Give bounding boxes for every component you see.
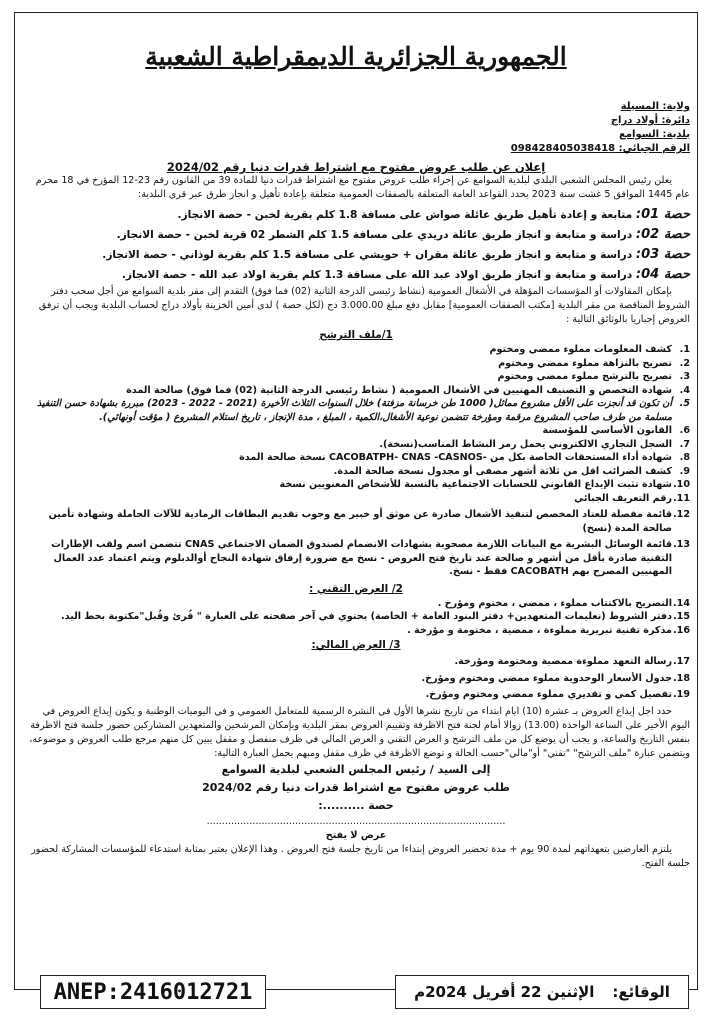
eligibility-paragraph: بإمكان المقاولات أو المؤسسات المؤهلة في الأشغال العمومية (نشاط رئيسي الدرجة الثانية (02) فما فوق) التقدم إلى مقر بلدية السوامع من أجل سحب دفتر الشروط المناقصة من مقر البلدية [مكتب الصفقات العمومية] مقابل دفع مبلغ 3.000.00 دج (لكل حصة ) لدى أمين الخزينة بأولاد دراج لحساب البلدية ويجب أن ترفق العروض إجباريا بالوثائق التالية : — [38, 286, 690, 325]
publication-box — [395, 975, 689, 1009]
page-title: الجمهورية الجزائرية الديمقراطية الشعبية — [145, 42, 567, 71]
deadline-paragraph: حدد اجل إيداع العروض بـ عشرة (10) ايام ابتداء من تاريخ نشرها الأول في النشرة الرسمية للمتعامل العمومي و في اليوميات الوطنية و يكون إيداع العروض في اليوم الأخير على الساعة الواحدة (13.00) زوالا أمام لجنة فتح الاظرفة وتقييم العروض بمقر البلدية وبإمكان المرشحين والمتعهدين المشاركين حضور جلسة فتح الاظرفة بنفس التاريخ والساعة، و يجب أن يوضع كل من ملف الترشح و العرض التقني و العرض المالي في ظرف منفصل و مقفل يبين كل منهم مرجع طلب العروض و موضوعه، ويتضمن عبارة "ملف الترشح" "تقني" أو"مالي"حسب الحالة و توضع الاظرفة في ظرف مقفل ومبهم يحمل العبارة التالية: — [29, 705, 690, 759]
source-label: الوقائع: — [612, 983, 670, 1001]
section-title-candidacy: 1/ملف الترشح — [319, 329, 393, 341]
item-number: 8. — [679, 452, 690, 463]
financial-list — [22, 655, 690, 702]
item-number: 15. — [672, 611, 690, 622]
item-number: 4. — [679, 384, 690, 396]
lot-label: حصة 03: — [635, 247, 690, 262]
item-number: 17. — [672, 656, 690, 667]
envelope-reference: طلب عروض مفتوح مع اشتراط قدرات دنيا رقم 2024/02 — [202, 780, 510, 794]
lot-text: دراسة و متابعة و انجاز طريق عائلة مقران + حويشي على مسافة 1.5 كلم بقرية لوذاني - حصة الانجاز. — [102, 249, 633, 261]
list-item — [22, 397, 690, 424]
envelope-label — [22, 761, 690, 843]
list-item — [22, 343, 690, 357]
lots — [22, 205, 690, 285]
baladia: بلدية: السوامع — [619, 129, 690, 140]
item-number: 13. — [672, 539, 690, 550]
item-number: 3. — [679, 371, 690, 382]
item-text: التصريح بالاكتتاب مملوء ، ممضي ، مختوم ومؤرخ . — [437, 597, 672, 609]
item-text: دفتر الشروط (تعليمات المتعهدين+ دفتر البنود العامة + الخاصة) يحتوي في آخر صفحته على العبارة " قُرئ وقُبل"مكتوبة بخط اليد. — [61, 611, 672, 622]
lot-item — [22, 225, 690, 245]
list-item — [22, 370, 690, 384]
item-text: القانون الأساسي للمؤسسة — [542, 425, 672, 436]
envelope-recipient: إلى السيد / رئيس المجلس الشعبي لبلدية السوامع — [221, 762, 491, 776]
lot-text: متابعة و إعادة تأهيل طريق عائلة صواش على مسافة 1.8 كلم بقرية لخبن - حصة الانجاز. — [177, 209, 633, 221]
announcement-title: إعلان عن طلب عروض مفتوح مع اشتراط قدرات دنيا رقم 2024/02 — [166, 160, 546, 174]
list-item — [22, 465, 690, 479]
daira: دائرة: أولاد دراج — [610, 115, 690, 126]
envelope-dots: .................................................................................................. — [206, 815, 506, 827]
candidacy-list — [22, 343, 690, 579]
list-item — [22, 424, 690, 438]
item-number: 18. — [672, 672, 690, 684]
lot-item — [22, 245, 690, 265]
item-text: تصريح بالترشح مملوء ممضي ومختوم — [497, 371, 672, 382]
item-number: 14. — [672, 597, 690, 609]
anep-reference: ANEP:2416012721 — [40, 975, 266, 1009]
item-text: رسالة التعهد مملوءة ممضية ومختومة ومؤرخة. — [454, 656, 672, 667]
lot-text: دراسة و متابعة و انجاز طريق اولاد عبد الله على مسافة 1.3 كلم بقرية اولاد عبد الله - حصة الانجاز. — [121, 269, 633, 281]
list-item — [22, 538, 690, 579]
list-item — [22, 438, 690, 452]
lot-label: حصة 01: — [635, 207, 690, 222]
list-item — [22, 451, 690, 465]
item-number: 12. — [672, 509, 690, 520]
item-number: 19. — [672, 689, 690, 700]
issuer-header — [22, 100, 690, 156]
item-number: 11. — [672, 492, 690, 504]
item-text: كشف الضرائب اقل من ثلاثة أشهر مصفى أو مجدول نسخة صالحة المدة. — [333, 465, 672, 477]
item-text: رقم التعريف الجبائي — [574, 492, 672, 504]
item-text: قائمة الوسائل البشرية مع البيانات اللازمة مصحوبة بشهادات الانضمام لصندوق الضمان الاجتماعي CNAS تتضمن اسم ولقب الإطارات التقنية صادرة بأقل من أشهر و صالحة عند تاريخ فتح العروض - نسخ مع ضرورة إرفاق شهادة النجاح أوالدبلوم ويتم اعتماد عدد العمال المهنيين المصرح بهم CACOBATH فقط - نسخ. — [51, 539, 672, 577]
item-text: السجل التجاري الالكتروني يحمل رمز النشاط المناسب(نسخة). — [379, 438, 672, 450]
item-text: أن تكون قد أنجزت على الأقل مشروع مماثل( 1000 طن خرسانة مزفتة) خلال السنوات الثلاث الأخيرة (2021 - 2022 - 2023) مبررة بشهادة حسن التنفيذ مسلمة من طرف صاحب المشروع مرقمة ومؤرخة تتضمن نوعية الأشغال،الكمية ، المبلغ ، مدة الإنجاز ، تاريخ استلام المشروع ( مؤقت أونهائي). — [36, 398, 672, 423]
item-text: تصريح بالنزاهة مملوء ممضي ومختوم — [498, 357, 672, 369]
intro-paragraph: يعلن رئيس المجلس الشعبي البلدي لبلدية السوامع عن إجراء طلب عروض مفتوح مع اشتراط قدرات دنيا للمادة 39 من القانون رقم 23-12 المؤرخ في 18 محرم عام 1445 الموافق 5 غشت سنة 2023 يحدد القواعد العامة المتعلقة بالصفقات العمومية متعلقة بإعادة تأهيل و انجاز طرق عبر قرى البلدية: — [35, 175, 690, 200]
item-text: تفصيل كمي و تقديري مملوء ممضي ومختوم ومؤرخ. — [425, 689, 672, 700]
item-text: كشف المعلومات مملوء ممضي ومختوم — [489, 344, 672, 355]
item-number: 1. — [679, 344, 690, 355]
item-number: 16. — [672, 624, 690, 636]
item-number: 5. — [679, 398, 690, 409]
list-item — [22, 384, 690, 398]
lot-label: حصة 02: — [635, 227, 690, 242]
announcement — [22, 40, 690, 871]
list-item — [22, 624, 690, 638]
lot-text: دراسة و متابعة و انجاز طريق عائلة دريدي على مسافة 1.5 كلم الشطر 02 قرية لخبن - حصة الانجاز. — [116, 229, 633, 241]
item-text: شهادة أداء المستحقات الخاصة بكل من -CACOBATPH- CNAS -CASNOS نسخة صالحة المدة — [239, 452, 672, 463]
item-text: شهادة تثبت الإيداع القانوني للحسابات الاجتماعية بالنسبة للأشخاص المعنويين نسخة — [279, 479, 672, 490]
list-item — [22, 597, 690, 611]
list-item — [22, 688, 690, 702]
list-item — [22, 492, 690, 506]
closing-paragraph: يلتزم العارضين بتعهداتهم لمدة 90 يوم + مدة تحضير العروض إبتداءا من تاريخ جلسة فتح العروض . وهذا الإعلان يعتبر بمثابة استدعاء للمؤسسات المشاركة لحضور جلسة الفتح. — [31, 843, 690, 869]
publication-date: الإثنين 22 أفريل 2024م — [414, 983, 595, 1001]
item-number: 2. — [679, 357, 690, 369]
lot-item — [22, 265, 690, 285]
item-text: مذكرة تقنية تبريرية مملوءة ، ممضية ، مختومة و مؤرخة . — [407, 624, 672, 636]
item-number: 6. — [679, 425, 690, 436]
section-title-technical: 2/ العرض التقني : — [309, 582, 403, 595]
list-item — [22, 357, 690, 371]
wilaya: ولاية: المسيلة — [620, 101, 690, 112]
item-text: شهادة التخصص و التصنيف المهنيين في الأشغال العمومية ( نشاط رئيسي الدرجة الثانية (02) فما فوق) صالحة المدة — [126, 384, 672, 396]
item-number: 7. — [679, 438, 690, 450]
item-number: 9. — [679, 465, 690, 477]
lot-label: حصة 04: — [635, 267, 690, 282]
list-item — [22, 672, 690, 686]
list-item — [22, 478, 690, 492]
list-item — [22, 508, 690, 535]
item-number: 10. — [672, 479, 690, 490]
do-not-open: عرض لا يفتح — [325, 829, 387, 841]
technical-list — [22, 597, 690, 638]
list-item — [22, 610, 690, 624]
section-title-financial: 3/ العرض المالي: — [311, 639, 401, 651]
item-text: قائمة مفصلة للعتاد المخصص لتنفيذ الأشغال صادرة عن موثق أو خبير مع وجوب تقديم البطاقات الرمادية للآلات الحاملة وشهادة تأمين صالحة المدة (نسخ) — [48, 509, 672, 534]
tax-id: الرقم الجبائي: 098428405038418 — [510, 143, 690, 154]
list-item — [22, 655, 690, 669]
lot-item — [22, 205, 690, 225]
item-text: جدول الأسعار الوحدوية مملوء ممضي ومختوم ومؤرخ. — [421, 672, 672, 684]
envelope-lot: حصة ..........: — [318, 798, 394, 812]
